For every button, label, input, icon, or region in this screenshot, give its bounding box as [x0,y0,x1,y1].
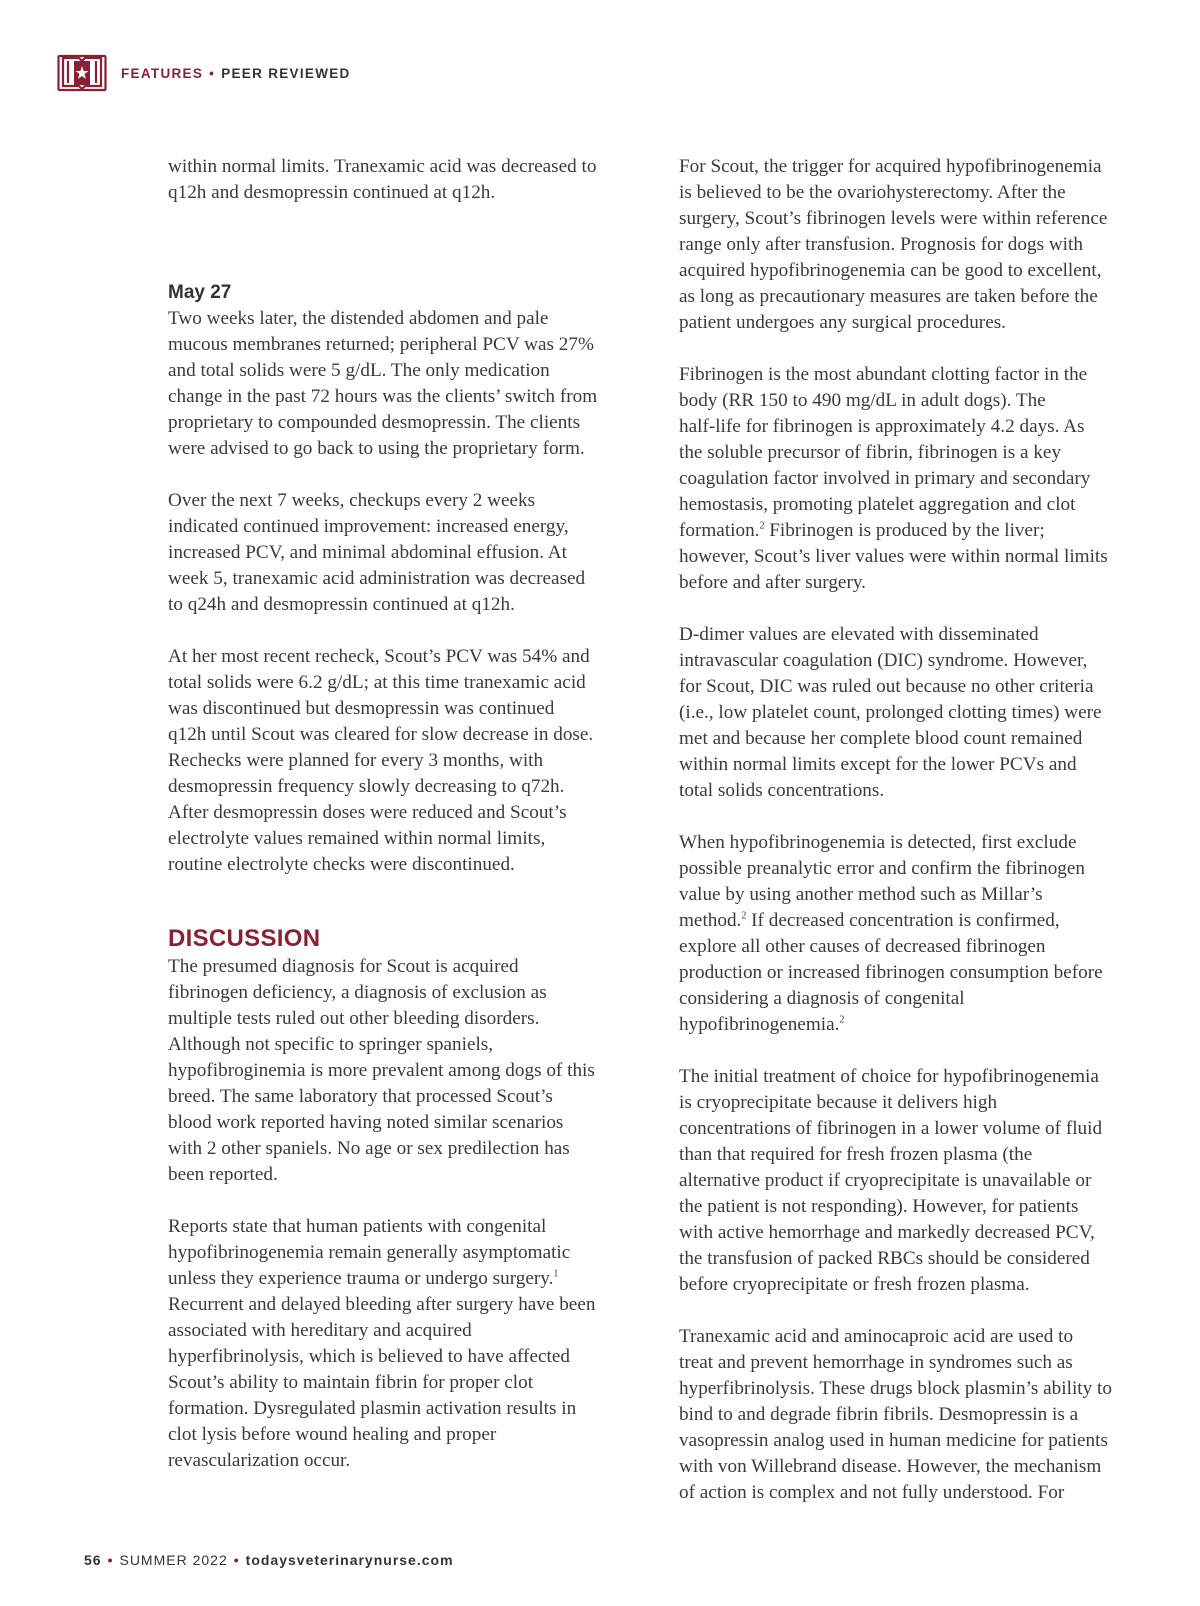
discussion-paragraph-2 [168,1214,624,1474]
text-line: routine electrolyte checks were discontinued. [168,854,515,875]
text-line: q12h until Scout was cleared for slow decrease in dose. [168,724,594,745]
text-line: breed. The same laboratory that processed Scout’s [168,1086,553,1107]
text-line: with 2 other spaniels. No age or sex predilection has [168,1138,570,1159]
text-line: with von Willebrand disease. However, the mechanism [679,1456,1102,1477]
text-line: Fibrinogen is the most abundant clotting factor in the [679,364,1088,385]
text-line: met and because her complete blood count remained [679,728,1083,749]
discussion-paragraph-1 [168,954,624,1188]
text-fragment: If decreased concentration is confirmed, [746,910,1060,931]
text-line: been reported. [168,1164,278,1185]
intro-paragraph [168,154,624,206]
text-line: mucous membranes returned; peripheral PCV was 27% [168,334,594,355]
text-line: within normal limits except for the lower PCVs and [679,754,1077,775]
text-line: the transfusion of packed RBCs should be considered [679,1248,1090,1269]
text-line: Recurrent and delayed bleeding after surgery have been [168,1294,596,1315]
text-line: considering a diagnosis of congenital [679,988,965,1009]
text-line: bind to and degrade fibrin fibrils. Desmopressin is a [679,1404,1079,1425]
text-line: desmopressin frequency slowly decreasing to q72h. [168,776,565,797]
text-line: acquired hypofibrinogenemia can be good to excellent, [679,260,1102,281]
text-line: hyperfibrinolysis, which is believed to have affected [168,1346,570,1367]
text-line: Although not specific to springer spaniels, [168,1034,494,1055]
text-line: change in the past 72 hours was the clients’ switch from [168,386,598,407]
text-line: than that required for fresh frozen plasma (the [679,1144,1033,1165]
book-star-icon [57,53,107,93]
text-line: possible preanalytic error and confirm the fibrinogen [679,858,1085,879]
page-header [57,52,351,94]
citation-superscript: 2 [741,910,747,922]
text-line: associated with hereditary and acquired [168,1320,472,1341]
text-line: alternative product if cryoprecipitate is unavailable or [679,1170,1092,1191]
text-fragment: unless they experience trauma or undergo surgery. [168,1268,554,1289]
text-line: before and after surgery. [679,572,866,593]
text-line: blood work reported having noted similar scenarios [168,1112,564,1133]
footer-separator: • [107,1552,114,1568]
text-fragment: method. [679,910,742,931]
text-line: clot lysis before wound healing and proper [168,1424,497,1445]
text-line: multiple tests ruled out other bleeding disorders. [168,1008,540,1029]
text-line: surgery, Scout’s fibrinogen levels were within reference [679,208,1108,229]
header-separator: • [209,65,216,81]
text-line: proprietary to compounded desmopressin. The clients [168,412,581,433]
right-paragraph-1 [679,154,1149,336]
text-line: When hypofibrinogenemia is detected, first exclude [679,832,1077,853]
text-line: production or increased fibrinogen consumption before [679,962,1103,983]
text-line: with active hemorrhage and markedly decreased PCV, [679,1222,1095,1243]
text-fragment: hypofibrinogenemia. [679,1014,840,1035]
text-line: body (RR 150 to 490 mg/dL in adult dogs). The [679,390,1046,411]
text-line: For Scout, the trigger for acquired hypofibrinogenemia [679,156,1102,177]
issue-label: SUMMER 2022 [119,1552,228,1568]
text-line: week 5, tranexamic acid administration was decreased [168,568,586,589]
text-line [679,1012,1149,1038]
may27-paragraph-2 [168,488,624,618]
text-line: Over the next 7 weeks, checkups every 2 weeks [168,490,536,511]
text-line: (i.e., low platelet count, prolonged clotting times) were [679,702,1102,723]
header-label [121,66,351,81]
text-line: hyperfibrinolysis. These drugs block plasmin’s ability to [679,1378,1112,1399]
text-line: explore all other causes of decreased fibrinogen [679,936,1046,957]
text-line: however, Scout’s liver values were within normal limits [679,546,1108,567]
text-line: At her most recent recheck, Scout’s PCV was 54% and [168,646,590,667]
text-line: range only after transfusion. Prognosis for dogs with [679,234,1083,255]
text-line: indicated continued improvement: increased energy, [168,516,569,537]
text-line: intravascular coagulation (DIC) syndrome. However, [679,650,1088,671]
text-line: hypofibroginemia is more prevalent among dogs of this [168,1060,595,1081]
text-line: The initial treatment of choice for hypofibrinogenemia [679,1066,1099,1087]
website-label: todaysveterinarynurse.com [245,1552,454,1568]
may27-paragraph-1 [168,306,624,462]
may27-paragraph-3 [168,644,624,878]
citation-superscript: 1 [553,1268,559,1280]
text-line: as long as precautionary measures are taken before the [679,286,1098,307]
text-line: and total solids were 5 g/dL. The only medication [168,360,550,381]
text-line: The presumed diagnosis for Scout is acquired [168,956,519,977]
text-line [168,1266,624,1292]
text-line: were advised to go back to using the proprietary form. [168,438,585,459]
text-line: treat and prevent hemorrhage in syndromes such as [679,1352,1073,1373]
header-category: PEER REVIEWED [221,65,351,81]
text-line: was discontinued but desmopressin was continued [168,698,555,719]
right-paragraph-6 [679,1324,1149,1506]
text-line: Two weeks later, the distended abdomen and pale [168,308,549,329]
text-line: of action is complex and not fully understood. For [679,1482,1065,1503]
text-line: vasopressin analog used in human medicine for patients [679,1430,1108,1451]
text-line: the patient is not responding). However, for patients [679,1196,1079,1217]
text-line: is cryoprecipitate because it delivers high [679,1092,998,1113]
text-line: hemostasis, promoting platelet aggregation and clot [679,494,1076,515]
right-column [679,154,1149,1506]
text-line: fibrinogen deficiency, a diagnosis of exclusion as [168,982,547,1003]
page-footer [84,1552,454,1568]
text-line: before cryoprecipitate or fresh frozen plasma. [679,1274,1030,1295]
text-line: Reports state that human patients with congenital [168,1216,547,1237]
page-number: 56 [84,1552,102,1568]
citation-superscript: 2 [759,520,765,532]
text-line: concentrations of fibrinogen in a lower volume of fluid [679,1118,1103,1139]
text-line: D-dimer values are elevated with disseminated [679,624,1039,645]
text-line: to q24h and desmopressin continued at q12h. [168,594,515,615]
text-line: half-life for fibrinogen is approximately 4.2 days. As [679,416,1085,437]
text-fragment: formation. [679,520,760,541]
text-line: After desmopressin doses were reduced and Scout’s [168,802,567,823]
may27-heading: May 27 [168,282,232,303]
right-paragraph-4 [679,830,1149,1038]
text-line: Rechecks were planned for every 3 months, with [168,750,544,771]
text-line: within normal limits. Tranexamic acid was decreased to [168,156,597,177]
text-line: patient undergoes any surgical procedures. [679,312,1006,333]
text-line: q12h and desmopressin continued at q12h. [168,182,496,203]
text-line [679,518,1149,544]
text-line: revascularization occur. [168,1450,351,1471]
text-line: for Scout, DIC was ruled out because no other criteria [679,676,1094,697]
text-fragment: Fibrinogen is produced by the liver; [764,520,1045,541]
citation-superscript: 2 [839,1014,845,1026]
text-line: total solids concentrations. [679,780,885,801]
right-paragraph-5 [679,1064,1149,1298]
right-paragraph-2 [679,362,1149,596]
text-line [679,908,1149,934]
text-line: formation. Dysregulated plasmin activation results in [168,1398,577,1419]
text-line: increased PCV, and minimal abdominal effusion. At [168,542,567,563]
text-line: is believed to be the ovariohysterectomy. After the [679,182,1066,203]
text-line: Scout’s ability to maintain fibrin for proper clot [168,1372,534,1393]
text-line: value by using another method such as Millar’s [679,884,1043,905]
text-line: Tranexamic acid and aminocaproic acid are used to [679,1326,1074,1347]
left-column [168,154,624,1474]
right-paragraph-3 [679,622,1149,804]
header-kicker: FEATURES [121,65,204,81]
text-line: coagulation factor involved in primary and secondary [679,468,1091,489]
text-line: total solids were 6.2 g/dL; at this time tranexamic acid [168,672,586,693]
text-line: the soluble precursor of fibrin, fibrinogen is a key [679,442,1062,463]
text-line: electrolyte values remained within normal limits, [168,828,546,849]
discussion-heading: DISCUSSION [168,925,321,952]
footer-separator: • [233,1552,240,1568]
text-line: hypofibrinogenemia remain generally asymptomatic [168,1242,571,1263]
